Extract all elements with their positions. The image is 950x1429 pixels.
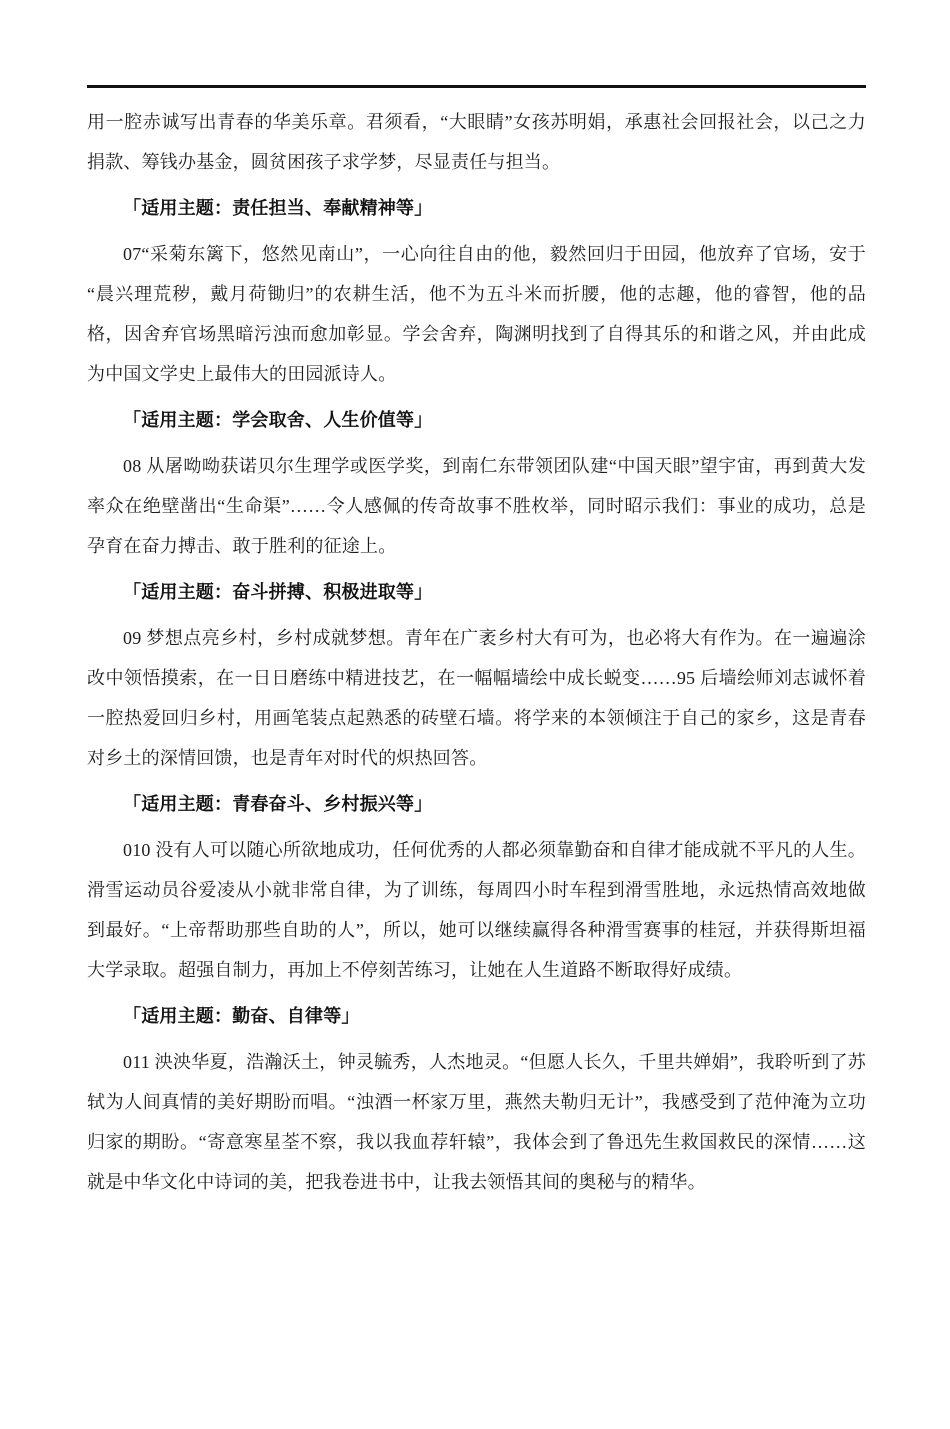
paragraph-continuation: 用一腔赤诚写出青春的华美乐章。君须看，“大眼睛”女孩苏明娟，承惠社会回报社会，以己之力捐款、筹钱办基金，圆贫困孩子求学梦，尽显责任与担当。	[87, 112, 866, 172]
document-content	[87, 88, 866, 1202]
topic-header-diligence: 「适用主题：勤奋、自律等」	[123, 1006, 360, 1026]
paragraph-011: 011 泱泱华夏，浩瀚沃土，钟灵毓秀，人杰地灵。“但愿人长久，千里共婵娟”，我聆听到了苏轼为人间真情的美好期盼而唱。“浊酒一杯家万里，燕然夫勒归无计”，我感受到了范仲淹为立功归家的期盼。“寄意寒星荃不察，我以我血荐轩辕”，我体会到了鲁迅先生救国救民的深情……这就是中华文化中诗词的美，把我卷进书中，让我去领悟其间的奥秘与的精华。	[87, 1052, 866, 1192]
paragraph-09: 09 梦想点亮乡村，乡村成就梦想。青年在广袤乡村大有可为，也必将大有作为。在一遍遍涂改中领悟摸索，在一日日磨练中精进技艺，在一幅幅墙绘中成长蜕变……95 后墙绘师刘志诚怀着一腔热爱回归乡村，用画笔装点起熟悉的砖壁石墙。将学来的本领倾注于自己的家乡，这是青春对乡土的深情回馈，也是青年对时代的炽热回答。	[87, 628, 866, 768]
topic-header-choices: 「适用主题：学会取舍、人生价值等」	[123, 410, 433, 430]
topic-header-responsibility: 「适用主题：责任担当、奉献精神等」	[123, 198, 433, 218]
paragraph-08: 08 从屠呦呦获诺贝尔生理学或医学奖，到南仁东带领团队建“中国天眼”望宇宙，再到黄大发率众在绝壁凿出“生命渠”……令人感佩的传奇故事不胜枚举，同时昭示我们：事业的成功，总是孕育在奋力搏击、敢于胜利的征途上。	[87, 456, 866, 556]
topic-header-striving: 「适用主题：奋斗拼搏、积极进取等」	[123, 582, 433, 602]
paragraph-07: 07“采菊东篱下，悠然见南山”，一心向往自由的他，毅然回归于田园，他放弃了官场，安于“晨兴理荒秽，戴月荷锄归”的农耕生活，他不为五斗米而折腰，他的志趣，他的睿智，他的品格，因舍弃官场黑暗污浊而愈加彰显。学会舍弃，陶渊明找到了自得其乐的和谐之风，并由此成为中国文学史上最伟大的田园派诗人。	[87, 244, 866, 384]
topic-header-youth-rural: 「适用主题：青春奋斗、乡村振兴等」	[123, 794, 433, 814]
paragraph-010: 010 没有人可以随心所欲地成功，任何优秀的人都必须靠勤奋和自律才能成就不平凡的人生。滑雪运动员谷爱凌从小就非常自律，为了训练，每周四小时车程到滑雪胜地，永远热情高效地做到最好。“上帝帮助那些自助的人”，所以，她可以继续赢得各种滑雪赛事的桂冠，并获得斯坦福大学录取。超强自制力，再加上不停刻苦练习，让她在人生道路不断取得好成绩。	[87, 840, 866, 980]
document-page	[0, 85, 950, 1429]
